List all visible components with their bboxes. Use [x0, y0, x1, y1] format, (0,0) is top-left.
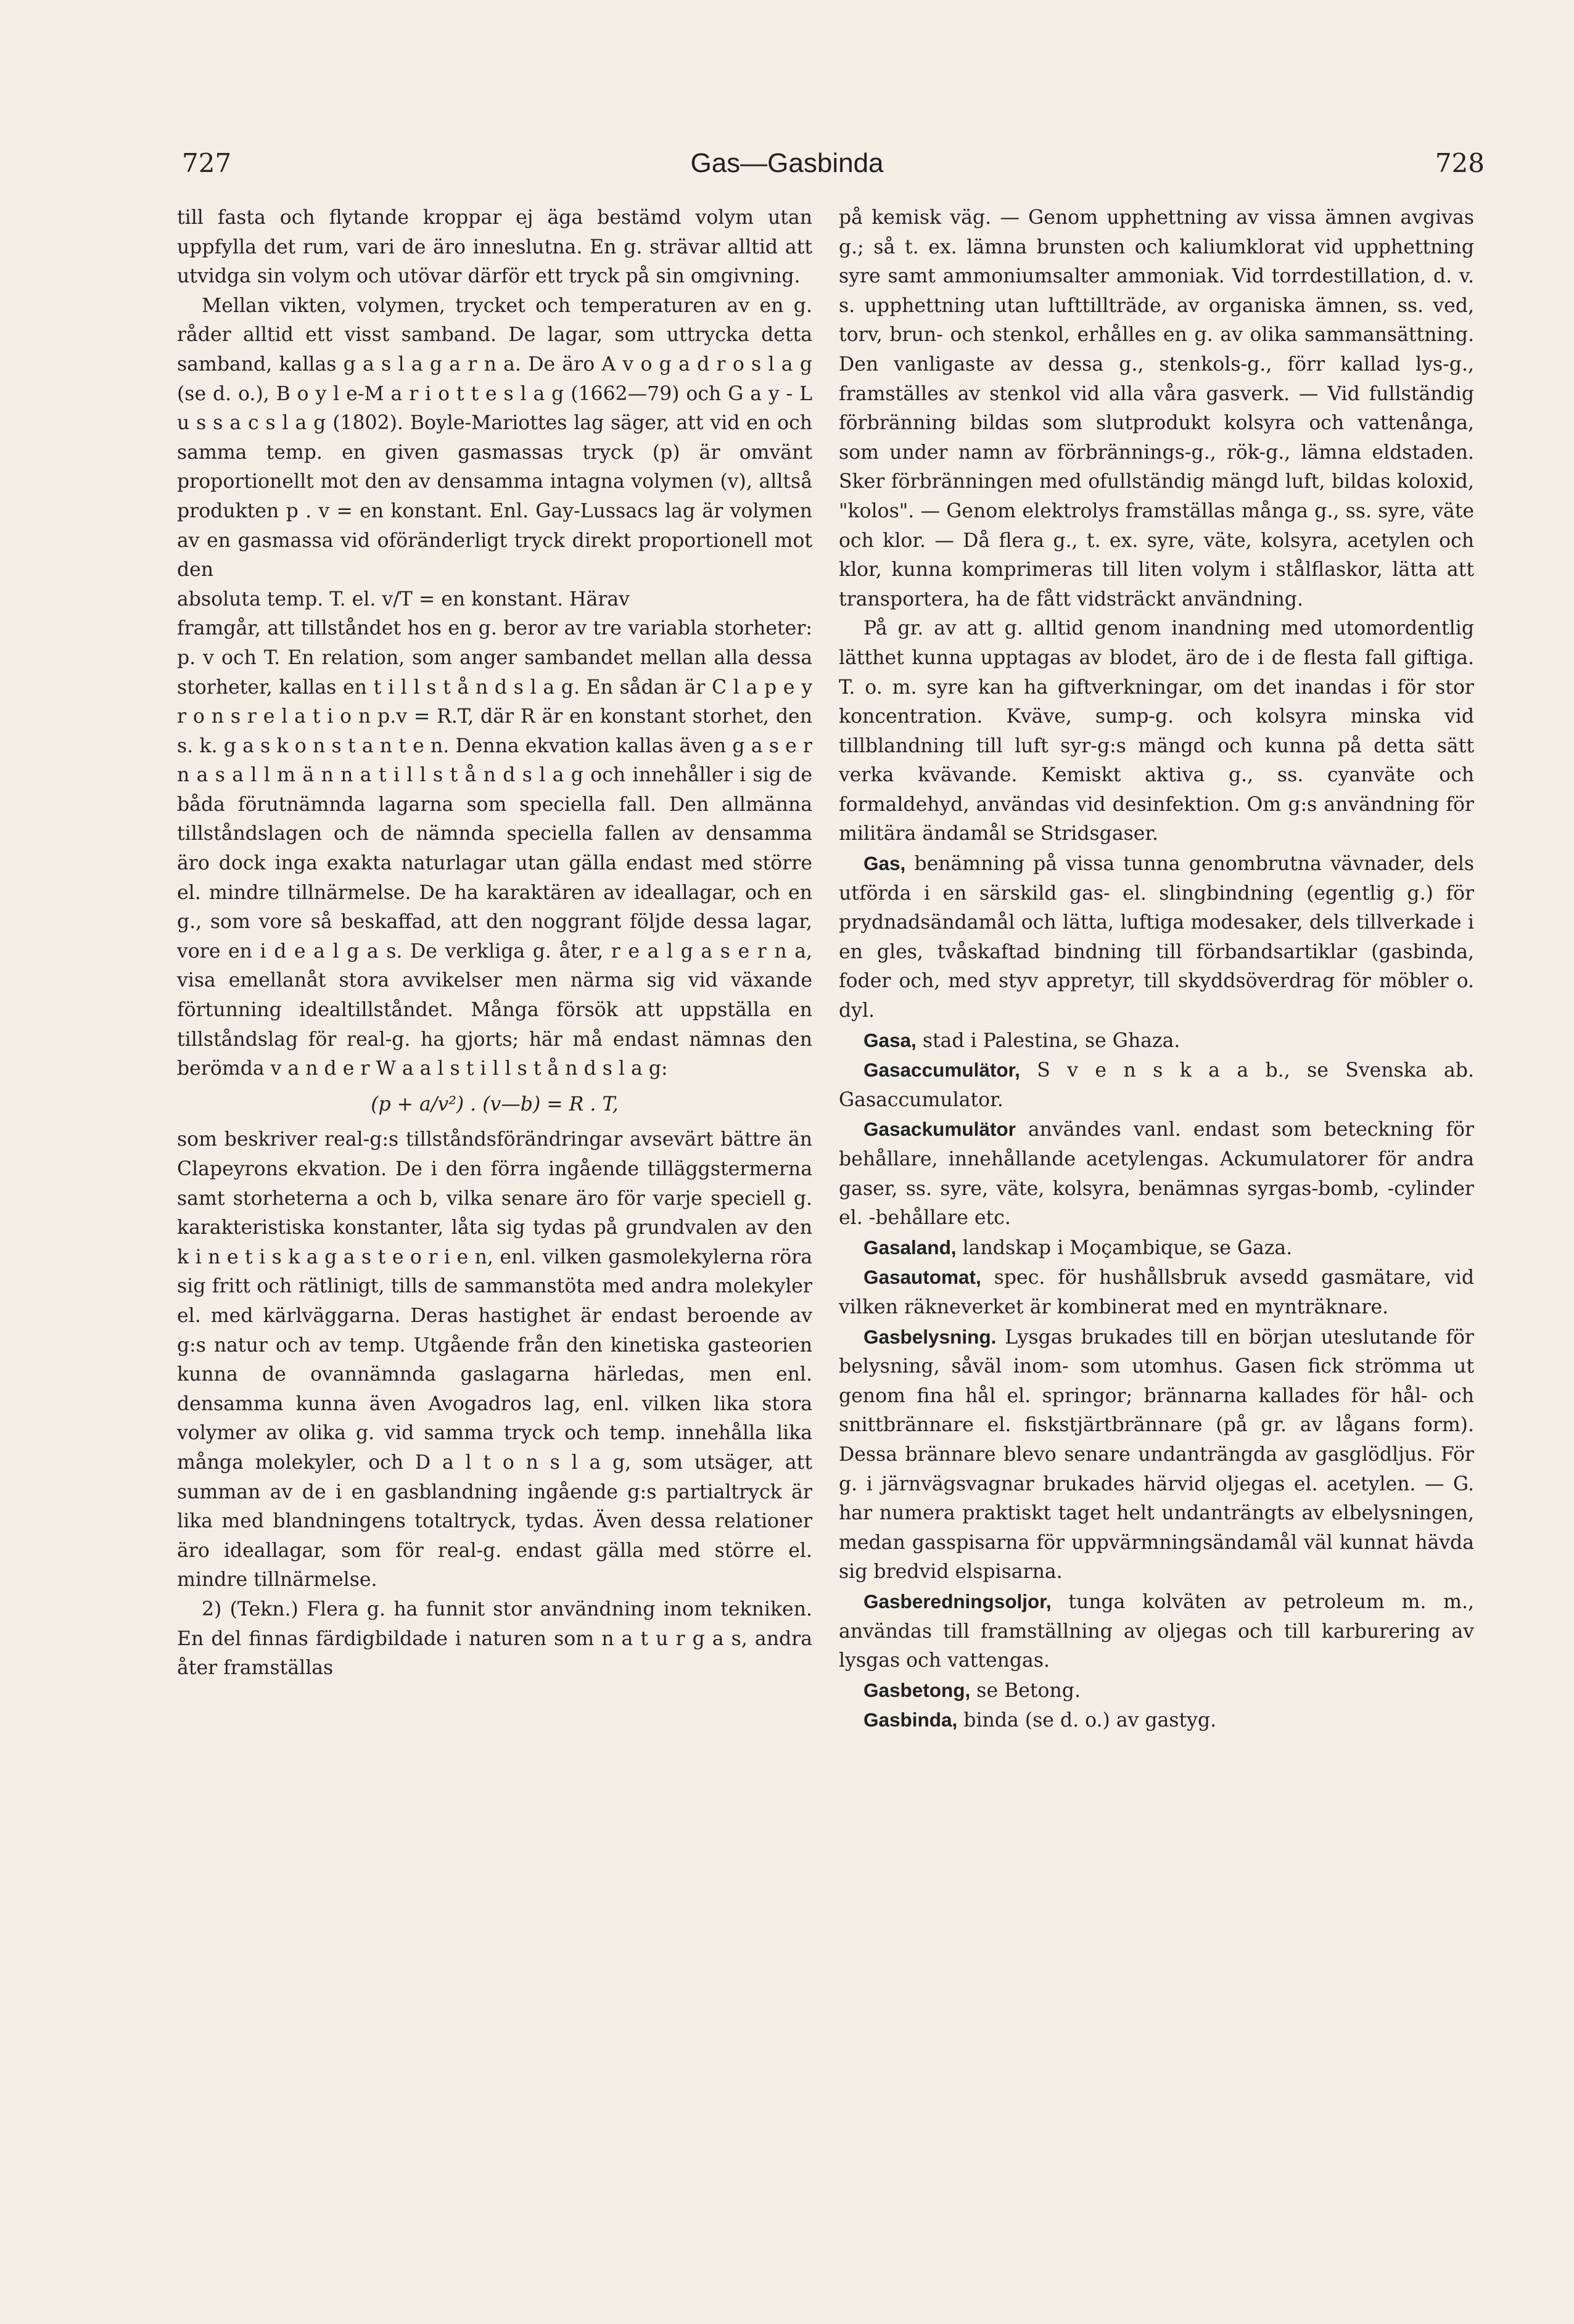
equation: (p + a/v²) . (v—b) = R . T,	[371, 1093, 619, 1115]
entry-headword: Gasaccumulätor,	[863, 1059, 1020, 1082]
paragraph: Mellan vikten, volymen, trycket och temperaturen av en g. råder alltid ett visst samband. De lagar, som uttrycka detta samband, kallas g a s l a g a r n a. De äro A v o g a d r o s l a g (se d. o.), B o y l e-M a r i o t t e s l a g (1662—79) och G a y - L u s s a c s l a g (1802). Boyle-Mariottes lag säger, att vid en och samma temp. en given gasmassas tryck (p) är omvänt proportionellt mot den av densamma intagna volymen (v), alltså produkten p . v = en konstant. Enl. Gay-Lussacs lag är volymen av en gasmassa vid oföränderligt tryck direkt proportionell mot den	[177, 294, 812, 581]
dictionary-entry	[839, 1676, 1474, 1706]
entry-text: binda (se d. o.) av gastyg.	[957, 1709, 1217, 1732]
dictionary-entry	[839, 1263, 1474, 1322]
entry-headword: Gasbelysning.	[863, 1325, 997, 1348]
entry-text: på kemisk väg. — Genom upphettning av vissa ämnen avgivas g.; så t. ex. lämna brunsten och kaliumklorat vid upphettning syre samt ammoniumsalter ammoniak. Vid torrdestillation, d. v. s. upphettning utan lufttillträde, av organiska ämnen, ss. ved, torv, brun- och stenkol, erhålles en g. av olika sammansättning. Den vanligaste av dessa g., stenkols-g., förr kallad lys-g., framställes av stenkol vid alla våra gasverk. — Vid fullständig förbränning bildas som slutprodukt kolsyra och vattenånga, som under namn av förbrännings-g., rök-g., lämna eldstaden. Sker förbränningen med ofullständig mängd luft, bildas koloxid, "kolos". — Genom elektrolys framställas många g., ss. syre, väte och klor. — Då flera g., t. ex. syre, väte, kolsyra, acetylen och klor, kunna komprimeras till liten volym i stålflaskor, lätta att transportera, ha de fått vidsträckt användning.	[839, 207, 1474, 610]
paragraph: som beskriver real-g:s tillståndsförändringar avsevärt bättre än Clapeyrons ekvation. De i den förra ingående tilläggstermerna samt storheterna a och b, vilka senare äro för varje speciell g. karakteristiska konstanter, låta sig tydas på grundvalen av den k i n e t i s k a g a s t e o r i e n, enl. vilken gasmolekylerna röra sig fritt och rätlinigt, tills de sammanstöta med andra molekyler el. med kärlväggarna. Deras hastighet är endast beroende av g:s natur och av temp. Utgående från den kinetiska gasteorien kunna de ovannämnda gaslagarna härledas, men enl. densamma kunna även Avogadros lag, enl. vilken lika stora volymer av olika g. vid samma tryck och temp. innehålla lika många molekyler, och D a l t o n s l a g, som utsäger, att summan av de i en gasblandning ingående g:s partialtryck är lika med blandningens totaltryck, tydas. Även dessa relationer äro ideallagar, som för real-g. endast gälla med större el. mindre tillnärmelse.	[177, 1128, 812, 1591]
entry-headword: Gasackumulätor	[863, 1118, 1016, 1141]
entry-headword: Gasautomat,	[863, 1266, 981, 1289]
page-number-right: 728	[1435, 148, 1485, 178]
dictionary-entry	[839, 1115, 1474, 1233]
dictionary-entry	[839, 1323, 1474, 1587]
right-column	[839, 203, 1474, 1736]
entry-text: Lysgas brukades till en början uteslutande för belysning, såväl inom- som utomhus. Gasen fick strömma ut genom fina hål el. springor; brännarna kallades för hål- och snittbrännare el. fiskstjärtbrännare (på gr. av lågans form). Dessa brännare blevo senare undanträngda av gasglödljus. För g. i järnvägsvagnar brukades härvid oljegas el. acetylen. — G. har numera praktiskt taget helt undanträngts av elbelysningen, medan gasspisarna för uppvärmningsändamål väl kunnat hävda sig bredvid elspisarna.	[839, 1326, 1474, 1583]
dictionary-entry	[839, 1026, 1474, 1056]
paragraph: till fasta och flytande kroppar ej äga bestämd volym utan uppfylla det rum, vari de äro inneslutna. En g. strävar alltid att utvidga sin volym och utövar därför ett tryck på sin omgivning.	[177, 207, 812, 288]
entry-headword: Gasberedningsoljor,	[863, 1590, 1052, 1612]
paragraph: framgår, att tillståndet hos en g. beror av tre variabla storheter: p. v och T. En relation, som anger sambandet mellan alla dessa storheter, kallas en t i l l s t å n d s l a g. En sådan är C l a p e y r o n s r e l a t i o n p.v = R.T, där R är en konstant storhet, den s. k. g a s k o n s t a n t e n. Denna ekvation kallas även g a s e r n a s a l l m ä n n a t i l l s t å n d s l a g och innehåller i sig de båda förutnämnda lagarna som speciella fall. Den allmänna tillståndslagen och de nämnda speciella fallen av densamma äro dock inga exakta naturlagar utan gälla endast med större el. mindre tillnärmelse. De ha karaktären av ideallagar, och en g., som vore så beskaffad, att den noggrant följde dessa lagar, vore en i d e a l g a s. De verkliga g. åter, r e a l g a s e r n a, visa emellanåt stora avvikelser men närma sig vid växande förtunning idealtillståndet. Många försök att uppställa en tillståndslag för real-g. ha gjorts; här må endast nämnas den berömda v a n d e r W a a l s t i l l s t å n d s l a g:	[177, 617, 812, 1080]
entry-headword: Gasbinda,	[863, 1709, 958, 1731]
left-column	[177, 203, 812, 1683]
entry-text: stad i Palestina, se Ghaza.	[916, 1029, 1180, 1052]
entry-headword: Gasbetong,	[863, 1678, 971, 1701]
entry-text: landskap i Moçambique, se Gaza.	[956, 1236, 1293, 1259]
dictionary-entry	[839, 1587, 1474, 1676]
entry-headword: Gas,	[863, 852, 906, 875]
entry-text: se Betong.	[970, 1679, 1081, 1702]
page-number-left: 727	[182, 148, 232, 178]
entry-text: spec. för hushållsbruk avsedd gasmätare, vid vilken räkneverket är kombinerat med en mynträknare.	[839, 1267, 1474, 1318]
entry-headword: Gasa,	[863, 1029, 917, 1051]
entry-text: S v e n s k a a b., se Svenska ab. Gasaccumulator.	[839, 1059, 1474, 1111]
paragraph	[839, 203, 1474, 614]
dictionary-entry	[839, 849, 1474, 1026]
dictionary-entry	[839, 1233, 1474, 1263]
entry-text: användes vanl. endast som beteckning för behållare, innehållande acetylengas. Ackumulatorer för andra gaser, ss. syre, väte, kolsyra, benämnas syrgas-bomb, -cylinder el. -behållare etc.	[839, 1119, 1474, 1230]
paragraph: absoluta temp. T. el. v/T = en konstant. Härav	[177, 588, 630, 610]
paragraph	[839, 614, 1474, 849]
entry-text: tunga kolväten av petroleum m. m., användas till framställning av oljegas och till karburering av lysgas och vattengas.	[839, 1590, 1474, 1672]
entry-headword: Gasaland,	[863, 1236, 957, 1258]
entry-text: benämning på vissa tunna genombrutna vävnader, dels utförda i en särskild gas- el. slingbindning (egentlig g.) för prydnadsändamål och lätta, luftiga modesaker, dels tillverkade i en gles, tvåskaftad bindning till förbandsartiklar (gasbinda, foder och, med styv appretyr, till skyddsöverdrag för möbler o. dyl.	[839, 853, 1474, 1022]
entry-text: På gr. av att g. alltid genom inandning med utomordentlig lätthet kunna upptagas av blodet, äro de i de flesta fall giftiga. T. o. m. syre kan ha giftverkningar, om det inandas i för stor koncentration. Kväve, sump-g. och kolsyra minska vid tillblandning till luft syr-g:s mängd och kunna på detta sätt verka kvävande. Kemiskt aktiva g., ss. cyanväte och formaldehyd, användas vid desinfektion. Om g:s användning för militära ändamål se Stridsgaser.	[839, 617, 1474, 845]
paragraph: 2) (Tekn.) Flera g. ha funnit stor användning inom tekniken. En del finnas färdigbildade i naturen som n a t u r g a s, andra åter framställas	[177, 1598, 812, 1680]
running-head: Gas—Gasbinda	[690, 148, 884, 178]
dictionary-entry	[839, 1706, 1474, 1736]
dictionary-entry	[839, 1056, 1474, 1115]
